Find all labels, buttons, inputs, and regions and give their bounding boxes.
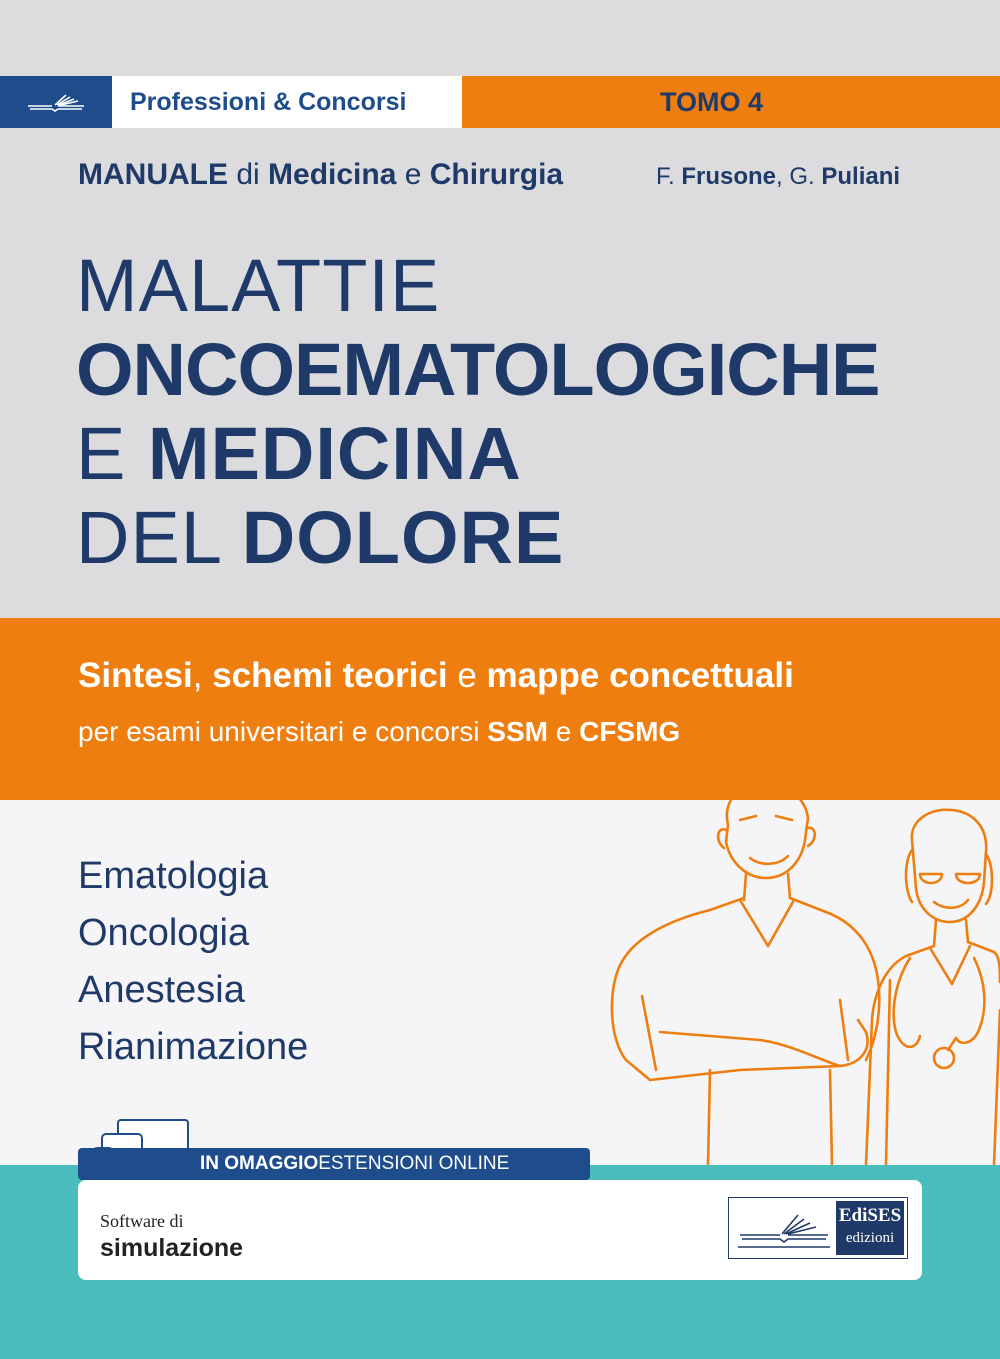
title-dolore: DOLORE xyxy=(241,496,565,579)
manual-connector-e: e xyxy=(396,158,430,191)
subtitle xyxy=(78,656,794,696)
volume-label: TOMO 4 xyxy=(462,76,1000,128)
title-medicina: MEDICINA xyxy=(147,412,522,495)
title-e: E xyxy=(76,412,148,495)
topic-item: Oncologia xyxy=(78,912,250,954)
open-book-icon xyxy=(0,76,112,128)
software-title: simulazione xyxy=(100,1234,244,1262)
author1-initial: F. xyxy=(656,163,682,190)
doctors-illustration xyxy=(590,770,1000,1165)
audience-e: e xyxy=(547,716,580,747)
publisher-name-box xyxy=(836,1201,904,1255)
subtitle-e: e xyxy=(447,656,487,695)
author1-name: Frusone xyxy=(681,163,777,190)
publisher-emblem xyxy=(732,1201,836,1255)
title-line-3 xyxy=(76,414,522,494)
publisher-logo xyxy=(728,1197,908,1259)
audience-ssm: SSM xyxy=(487,716,548,747)
series-name: Professioni & Concorsi xyxy=(112,76,462,128)
topics-list xyxy=(78,848,308,1076)
topic-item: Rianimazione xyxy=(78,1026,309,1068)
online-bold: IN OMAGGIO xyxy=(200,1153,319,1174)
open-book-icon xyxy=(732,1201,836,1255)
manual-line xyxy=(78,158,563,192)
audience-cfsmg: CFSMG xyxy=(579,716,681,747)
online-rest: ESTENSIONI ONLINE xyxy=(318,1153,510,1174)
title-del: DEL xyxy=(76,496,242,579)
author-separator: , G. xyxy=(776,163,822,190)
subtitle-mappe: mappe concettuali xyxy=(486,656,794,695)
topic-item: Anestesia xyxy=(78,969,245,1011)
series-bar xyxy=(0,76,1000,128)
title-line-1: MALATTIE xyxy=(76,244,441,327)
series-logo xyxy=(0,76,112,128)
title-line-4 xyxy=(76,498,564,578)
subtitle-audience xyxy=(78,716,680,748)
publisher-name: EdiSES xyxy=(838,1205,902,1226)
subtitle-schemi: schemi teorici xyxy=(212,656,448,695)
manual-connector: di xyxy=(228,158,269,191)
manual-word: MANUALE xyxy=(78,158,228,191)
audience-text: per esami universitari e concorsi xyxy=(78,716,488,747)
title-line-2: ONCOEMATOLOGICHE xyxy=(76,328,880,411)
topic-item: Ematologia xyxy=(78,855,269,897)
subtitle-comma: , xyxy=(192,656,213,695)
author2-name: Puliani xyxy=(821,163,901,190)
online-extensions-bar xyxy=(78,1148,590,1180)
subtitle-sintesi: Sintesi xyxy=(78,656,193,695)
authors xyxy=(656,163,900,191)
manual-medicina: Medicina xyxy=(268,158,397,191)
manual-chirurgia: Chirurgia xyxy=(429,158,564,191)
software-label: Software di xyxy=(100,1211,184,1231)
publisher-sub: edizioni xyxy=(845,1230,895,1246)
